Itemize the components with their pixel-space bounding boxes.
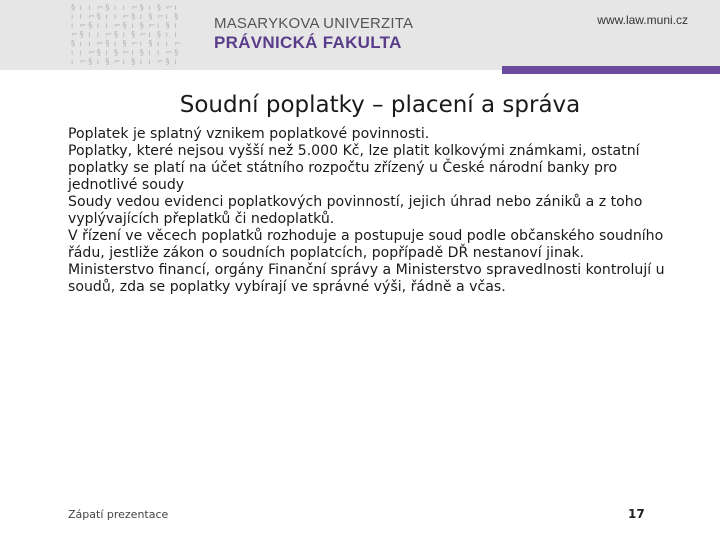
svg-text:ı: ı [139, 39, 143, 48]
svg-text:ı: ı [96, 57, 100, 66]
svg-text:ı: ı [79, 3, 82, 12]
svg-text:§: § [105, 39, 110, 48]
svg-text:ı: ı [96, 30, 100, 39]
svg-text:§: § [139, 3, 144, 12]
svg-text:⌐: ⌐ [79, 21, 87, 30]
svg-text:⌐: ⌐ [157, 57, 164, 66]
svg-text:ı: ı [114, 39, 117, 48]
body-paragraph-4: V řízení ve věcech poplatků rozhoduje a postupuje soud podle občanského soudního řádu, jestliže zákon o soudních poplatcích, popřípadě DŘ nestanoví jinak. [68, 228, 664, 261]
svg-text:ı: ı [71, 48, 74, 57]
svg-text:§: § [157, 3, 161, 12]
svg-text:ı: ı [71, 21, 74, 30]
faculty-name: PRÁVNICKÁ FAKULTA [214, 33, 402, 52]
svg-text:§: § [71, 39, 75, 48]
svg-text:§: § [157, 30, 161, 39]
slide-header [0, 0, 720, 70]
svg-text:⌐: ⌐ [96, 3, 104, 12]
university-logo-pattern-icon [68, 2, 183, 68]
svg-text:ı: ı [105, 48, 108, 57]
svg-text:⌐: ⌐ [71, 30, 78, 39]
svg-text:ı: ı [139, 57, 143, 66]
svg-text:§: § [114, 48, 118, 57]
svg-text:ı: ı [139, 12, 143, 21]
svg-text:§: § [96, 12, 101, 21]
svg-text:ı: ı [114, 3, 117, 12]
svg-text:§: § [114, 30, 118, 39]
svg-text:ı: ı [96, 21, 100, 30]
svg-text:ı: ı [79, 39, 82, 48]
svg-text:⌐: ⌐ [96, 39, 104, 48]
svg-text:ı: ı [165, 12, 168, 21]
svg-text:§: § [131, 57, 136, 66]
svg-text:ı: ı [148, 30, 151, 39]
page-number: 17 [628, 507, 645, 521]
svg-text:ı: ı [157, 21, 160, 30]
body-paragraph-2: Poplatky, které nejsou vyšší než 5.000 Kč, lze platit kolkovými známkami, ostatní poplatky se platí na účet státního rozpočtu zřízený u České národní banky pro jednotlivé soudy [68, 143, 640, 193]
svg-text:⌐: ⌐ [139, 30, 147, 39]
svg-text:§: § [88, 21, 93, 30]
svg-text:ı: ı [165, 39, 168, 48]
svg-text:§: § [174, 12, 179, 21]
svg-text:ı: ı [157, 48, 160, 57]
svg-text:§: § [148, 39, 153, 48]
svg-text:§: § [88, 57, 93, 66]
svg-text:ı: ı [71, 57, 74, 66]
svg-text:§: § [105, 57, 110, 66]
svg-text:⌐: ⌐ [88, 12, 95, 21]
svg-text:§: § [79, 30, 84, 39]
svg-text:ı: ı [122, 30, 125, 39]
svg-text:ı: ı [174, 3, 177, 12]
footer-text: Zápatí prezentace [68, 508, 169, 521]
svg-text:ı: ı [148, 3, 151, 12]
svg-text:⌐: ⌐ [131, 3, 138, 12]
svg-text:ı: ı [114, 12, 117, 21]
svg-text:⌐: ⌐ [114, 21, 121, 30]
svg-text:ı: ı [148, 57, 151, 66]
svg-text:ı: ı [131, 21, 134, 30]
svg-text:§: § [148, 12, 153, 21]
svg-text:§: § [105, 3, 110, 12]
svg-text:ı: ı [165, 30, 168, 39]
svg-text:ı: ı [174, 21, 177, 30]
svg-text:⌐: ⌐ [165, 3, 173, 12]
svg-text:§: § [96, 48, 101, 57]
svg-text:§: § [71, 3, 75, 12]
svg-text:ı: ı [122, 3, 125, 12]
svg-text:§: § [139, 48, 144, 57]
svg-text:§: § [165, 57, 170, 66]
svg-text:ı: ı [79, 12, 82, 21]
svg-text:ı: ı [174, 57, 177, 66]
slide-title: Soudní poplatky – placení a správa [179, 92, 581, 118]
svg-text:⌐: ⌐ [88, 48, 95, 57]
body-paragraph-3: Soudy vedou evidenci poplatkových povinností, jejich úhrad nebo zániků a z toho vyplývajících přeplatků či nedoplatků. [68, 194, 643, 227]
svg-text:ı: ı [157, 39, 160, 48]
svg-text:⌐: ⌐ [131, 39, 138, 48]
svg-text:ı: ı [105, 21, 108, 30]
svg-text:ı: ı [122, 57, 125, 66]
svg-text:⌐: ⌐ [114, 57, 121, 66]
svg-text:§: § [122, 39, 127, 48]
slide-body [68, 126, 688, 296]
svg-text:§: § [139, 21, 144, 30]
svg-text:§: § [131, 12, 136, 21]
svg-text:ı: ı [148, 48, 151, 57]
svg-text:ı: ı [71, 12, 74, 21]
svg-text:⌐: ⌐ [105, 30, 113, 39]
svg-text:ı: ı [88, 39, 91, 48]
body-paragraph-1: Poplatek je splatný vznikem poplatkové povinnosti. [68, 126, 430, 142]
svg-text:⌐: ⌐ [174, 39, 181, 48]
svg-text:ı: ı [88, 30, 91, 39]
svg-text:⌐: ⌐ [148, 21, 156, 30]
site-url: www.law.muni.cz [597, 13, 688, 27]
svg-text:ı: ı [88, 3, 91, 12]
header-accent-bar [502, 66, 720, 74]
svg-text:ı: ı [79, 48, 82, 57]
svg-text:⌐: ⌐ [122, 48, 130, 57]
svg-text:⌐: ⌐ [122, 12, 130, 21]
university-name: MASARYKOVA UNIVERZITA [214, 15, 414, 32]
svg-text:§: § [165, 21, 170, 30]
svg-text:⌐: ⌐ [165, 48, 173, 57]
svg-text:§: § [122, 21, 127, 30]
svg-text:⌐: ⌐ [79, 57, 87, 66]
svg-text:ı: ı [131, 48, 134, 57]
svg-text:§: § [131, 30, 136, 39]
svg-text:ı: ı [105, 12, 108, 21]
svg-text:ı: ı [174, 30, 177, 39]
body-paragraph-5: Ministerstvo financí, orgány Finanční správy a Ministerstvo spravedlnosti kontrolují u soudů, zda se poplatky vybírají ve správné výši, řádně a včas. [68, 262, 665, 295]
svg-text:⌐: ⌐ [157, 12, 164, 21]
svg-text:§: § [174, 48, 179, 57]
